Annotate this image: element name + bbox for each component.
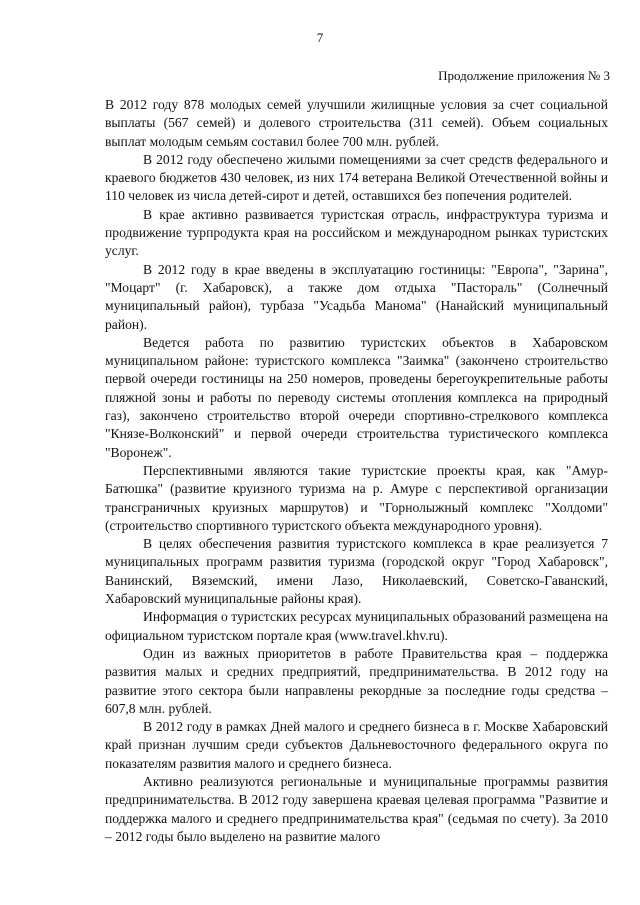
paragraph-tourism-portal: Информация о туристских ресурсах муниципальных образований размещена на официальном туристском портале края (www.travel.khv.ru). (105, 609, 608, 643)
paragraph-small-business-priority: Один из важных приоритетов в работе Правительства края – поддержка развития малых и средних предприятий, предпринимательства. В 2012 году на развитие этого сектора были направлены рекордные за последние годы средства – 607,8 млн. рублей. (105, 645, 608, 716)
paragraph-young-families: В 2012 году 878 молодых семей улучшили жилищные условия за счет социальной выплаты (567 семей) и долевого строительства (311 семей). Объем социальных выплат молодым семьям составил более 700 млн. рублей. (105, 97, 608, 149)
paragraph-business-days-moscow: В 2012 году в рамках Дней малого и среднего бизнеса в г. Москве Хабаровский край признан лучшим среди субъектов Дальневосточного федерального округа по показателям развития малого и среднего бизнеса. (105, 719, 608, 771)
paragraph-promising-projects: Перспективными являются такие туристские проекты края, как "Амур-Батюшка" (развитие круизного туризма на р. Амуре с перспективой организации трансграничных круизных маршрутов) и "Горнолыжный комплекс "Холдоми" (строительство спортивного туристского объекта международного уровня). (105, 462, 608, 533)
paragraph-tourism-industry: В крае активно развивается туристская отрасль, инфраструктура туризма и продвижение турпродукта края на российском и международном рынках туристских услуг. (105, 206, 608, 259)
paragraph-khabarovsk-district-objects: Ведется работа по развитию туристских объектов в Хабаровском муниципальном районе: туристского комплекса "Заимка" (закончено строительство первой очереди гостиницы на 250 номеров, проведены берегоукрепительные работы пляжной зоны и работы по переводу системы отопления комплекса на природный газ), закончено строительство второй очереди спортивно-стрелкового комплекса "Князе-Волконский" и первой очереди строительства туристического комплекса "Воронеж". (105, 334, 608, 460)
body-text (105, 96, 608, 846)
paragraph-housing-provision: В 2012 году обеспечено жилыми помещениями за счет средств федерального и краевого бюджетов 430 человек, из них 174 ветерана Великой Отечественной войны и 110 человек из числа детей-сирот и детей, оставшихся без попечения родителей. (105, 151, 608, 204)
paragraph-entrepreneurship-programs: Активно реализуются региональные и муниципальные программы развития предпринимательства. В 2012 году завершена краевая целевая программа "Развитие и поддержка малого и среднего предпринимательства края" (седьмая по счету). За 2010 – 2012 годы было выделено на развитие малого (105, 773, 608, 844)
page-number: 7 (316, 30, 324, 45)
paragraph-municipal-programs: В целях обеспечения развития туристского комплекса в крае реализуется 7 муниципальных программ развития туризма (городской округ "Город Хабаровск", Ванинский, Вяземский, имени Лазо, Николаевский, Советско-Гаванский, Хабаровский муниципальные районы края). (105, 536, 608, 607)
appendix-continuation-note: Продолжение приложения № 3 (438, 68, 610, 83)
paragraph-new-hotels: В 2012 году в крае введены в эксплуатацию гостиницы: "Европа", "Зарина", "Моцарт" (г. Хабаровск), а также дом отдыха "Пастораль" (Солнечный муниципальный район), турбаза "Усадьба Манома" (Нанайский муниципальный район). (105, 261, 608, 332)
